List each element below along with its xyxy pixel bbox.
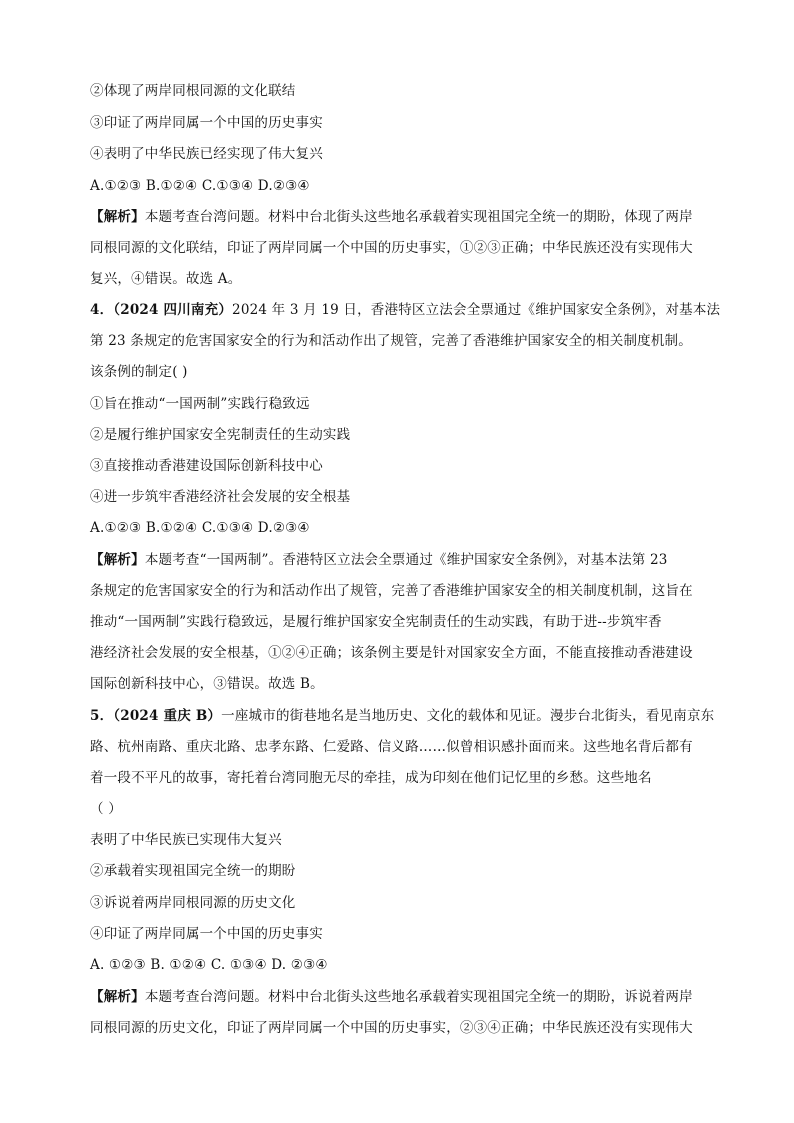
q3-option-2: ②体现了两岸同根同源的文化联结 xyxy=(90,83,296,99)
q5-option-1: 表明了中华民族已实现伟大复兴 xyxy=(90,832,282,848)
q4-stem-line-1 xyxy=(90,300,720,320)
q4-stem-text: 2024 年 3 月 19 日，香港特区立法会全票通过《维护国家安全条例》，对基本法 xyxy=(232,302,721,318)
q4-analysis-line-5: 国际创新科技中心，③错误。故选 B。 xyxy=(90,676,324,692)
q4-option-1: ①旨在推动“一国两制”实践行稳致远 xyxy=(90,396,310,412)
analysis-text: 本题考查“一国两制”。香港特区立法会全票通过《维护国家安全条例》，对基本法第 23 xyxy=(144,552,668,568)
q5-stem-line-4: （ ） xyxy=(90,801,122,817)
q3-option-3: ③印证了两岸同属一个中国的历史事实 xyxy=(90,115,323,131)
q5-stem-line-3: 着一段不平凡的故事，寄托着台湾同胞无尽的牵挂，成为印刻在他们记忆里的乡愁。这些地名 xyxy=(90,770,652,786)
q5-option-2: ②承载着实现祖国完全统一的期盼 xyxy=(90,863,296,879)
q5-choices: A. ①②③ B. ①②④ C. ①③④ D. ②③④ xyxy=(90,957,328,973)
q5-number: 5． xyxy=(90,708,114,724)
q5-stem-text: 一座城市的街巷地名是当地历史、文化的载体和见证。漫步台北街头，看见南京东 xyxy=(221,708,715,724)
q4-option-2: ②是履行维护国家安全宪制责任的生动实践 xyxy=(90,427,351,443)
q4-option-3: ③直接推动香港建设国际创新科技中心 xyxy=(90,458,323,474)
q4-analysis-line-1 xyxy=(90,550,668,570)
q4-stem-line-2: 第 23 条规定的危害国家安全的行为和活动作出了规管，完善了香港维护国家安全的相关制度机制。 xyxy=(90,333,692,349)
q5-source: （2024 重庆 B） xyxy=(113,708,222,724)
q5-analysis-line-2: 同根同源的历史文化，印证了两岸同属一个中国的历史事实，②③④正确；中华民族还没有实现伟大 xyxy=(90,1020,693,1036)
q3-option-4: ④表明了中华民族已经实现了伟大复兴 xyxy=(90,146,323,162)
q5-stem-line-1 xyxy=(90,706,714,726)
q3-analysis-line-1 xyxy=(90,207,693,227)
q4-analysis-line-4: 港经济社会发展的安全根基，①②④正确；该条例主要是针对国家安全方面，不能直接推动香港建设 xyxy=(90,645,693,661)
analysis-text: 本题考查台湾问题。材料中台北街头这些地名承载着实现祖国完全统一的期盼，诉说着两岸 xyxy=(144,989,693,1005)
q5-stem-line-2: 路、杭州南路、重庆北路、忠孝东路、仁爱路、信义路……似曾相识感扑面而来。这些地名背后都有 xyxy=(90,739,693,755)
analysis-tag: 【解析】 xyxy=(90,989,145,1005)
q4-choices: A.①②③ B.①②④ C.①③④ D.②③④ xyxy=(90,520,310,536)
q5-option-3: ③诉说着两岸同根同源的历史文化 xyxy=(90,895,296,911)
q3-choices: A.①②③ B.①②④ C.①③④ D.②③④ xyxy=(90,178,310,194)
q4-analysis-line-3: 推动“一国两制”实践行稳致远，是履行维护国家安全宪制责任的生动实践，有助于进--步筑牢香 xyxy=(90,614,662,630)
q4-analysis-line-2: 条规定的危害国家安全的行为和活动作出了规管，完善了香港维护国家安全的相关制度机制，这旨在 xyxy=(90,583,693,599)
q5-analysis-line-1 xyxy=(90,987,693,1007)
q4-option-4: ④进一步筑牢香港经济社会发展的安全根基 xyxy=(90,489,351,505)
q3-analysis-line-2: 同根同源的文化联结，印证了两岸同属一个中国的历史事实，①②③正确；中华民族还没有实现伟大 xyxy=(90,240,693,256)
q4-source: （2024 四川南充） xyxy=(113,302,233,318)
analysis-text: 本题考查台湾问题。材料中台北街头这些地名承载着实现祖国完全统一的期盼，体现了两岸 xyxy=(144,209,693,225)
analysis-tag: 【解析】 xyxy=(90,209,145,225)
q5-option-4: ④印证了两岸同属一个中国的历史事实 xyxy=(90,926,323,942)
analysis-tag: 【解析】 xyxy=(90,552,145,568)
q4-number: 4． xyxy=(90,302,114,318)
q4-stem-line-3: 该条例的制定( ) xyxy=(90,364,188,380)
q3-analysis-line-3: 复兴，④错误。故选 A。 xyxy=(90,271,242,287)
